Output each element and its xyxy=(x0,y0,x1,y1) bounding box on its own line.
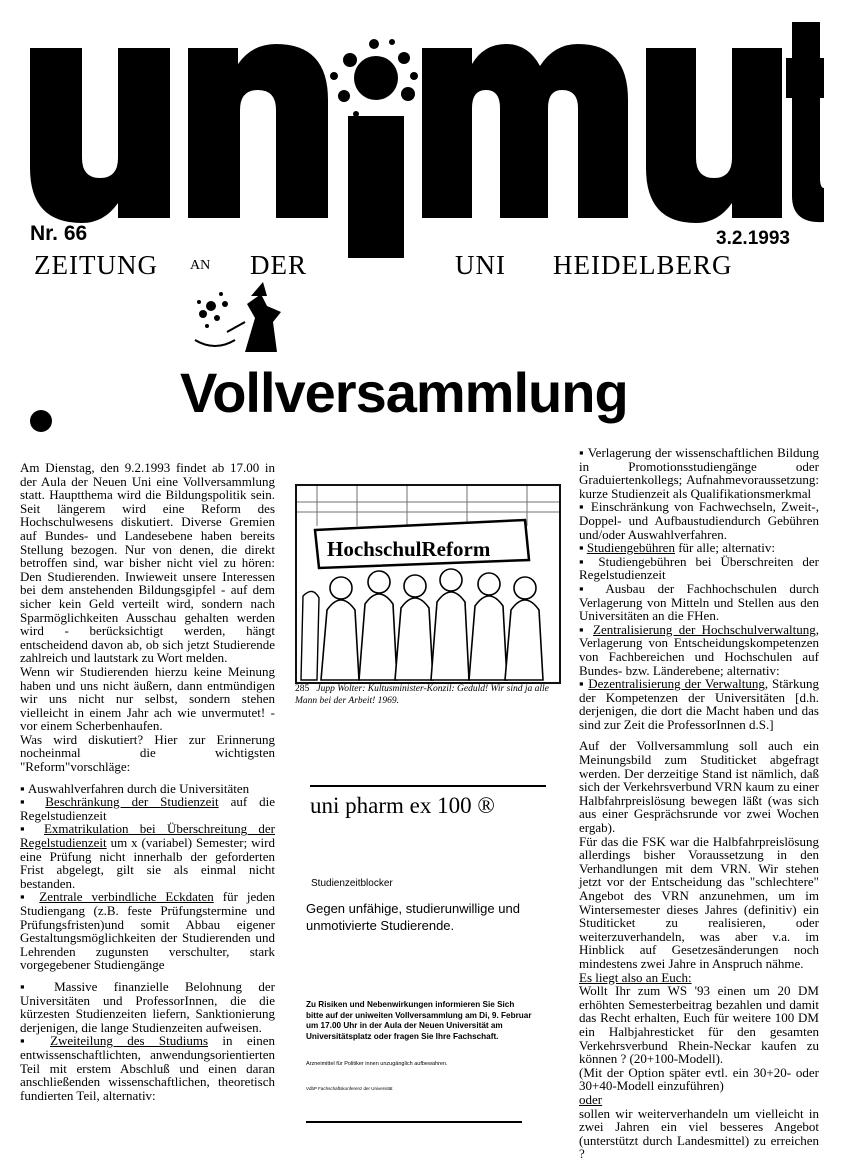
issue-date: 3.2.1993 xyxy=(716,228,790,249)
caption-number: 285 xyxy=(295,684,310,694)
list-item: ▪ Studiengebühren bei Überschreiten der Regelstudienzeit xyxy=(579,555,819,582)
ink-splat-icon xyxy=(330,39,418,117)
list-item: ▪ Ausbau der Fachhochschulen durch Verlagerung von Mitteln und Stellen aus den Universitäten an die FHen. xyxy=(579,582,819,623)
list-item-heading: Dezentralisierung der Verwaltung xyxy=(588,676,765,692)
list-item-text: in einen entwissenschaftlichten, anwendungsorientierten Teil mit erstem Abschluß und einen daran anschließenden wissenschaftlichen, theoretisch fundierten Teil, alternativ: xyxy=(20,1033,275,1103)
paragraph: Wenn wir Studierenden hierzu keine Meinung haben und uns nicht äußern, dann entmündigen wir uns nicht nur selbst, sondern stehen vielleicht in einem Jahr ach wie unvermutet! - vor einem Scherbenhaufen. xyxy=(20,663,275,734)
list-item xyxy=(20,795,275,822)
list-item: ▪ Auswahlverfahren durch die Universitäten xyxy=(20,782,275,796)
right-column xyxy=(579,446,819,1161)
list-item-text: , Verlagerung von Entscheidungskompetenzen von Fachbereichen und Hochschulen auf Bundes- bzw. Länderebene; alternativ: xyxy=(579,621,819,678)
ad-lead-text: Gegen unfähige, studierunwillige und unmotivierte Studierende. xyxy=(306,901,520,933)
list-item xyxy=(20,822,275,890)
or-separator: oder xyxy=(579,1091,603,1107)
subtitle-heidelberg: HEIDELBERG xyxy=(553,250,733,280)
list-item-heading: Beschränkung der Studienzeit xyxy=(45,794,219,810)
masthead-logo xyxy=(12,18,824,258)
headline: Vollversammlung xyxy=(180,361,628,424)
bullet-dot xyxy=(30,410,52,432)
left-column xyxy=(20,461,275,1102)
witch-cauldron-illustration xyxy=(185,282,295,354)
list-item xyxy=(20,890,275,972)
subtitle-an: AN xyxy=(190,258,211,273)
list-item-heading: Zentrale verbindliche Eckdaten xyxy=(39,889,214,905)
ad-warning-text: Arzneimittel für Politiker innen unzugänglich aufbewahren. xyxy=(306,1061,448,1067)
list-item-text: auf die Regelstudienzeit xyxy=(20,794,276,823)
cartoon-sign-text: HochschulReform xyxy=(327,537,491,561)
ad-fine-print: Zu Risiken und Nebenwirkungen informieren Sie Sich bitte auf der uniweiten Vollversammlung am Di, 9. Februar um 17.00 Uhr in der Aula der Neuen Universität am Universitätsplatz oder fragen Sie Ihre Fachschaft. xyxy=(306,1000,532,1041)
ad-title: uni pharm ex 100 ® xyxy=(310,793,495,818)
intro-paragraph: Am Dienstag, den 9.2.1993 findet ab 17.00 in der Aula der Neuen Uni eine Vollversammlung statt. Hauptthema wird die Bildungspolitik sein. Seit längerem wird eine Reform des Hochschulwesens diskutiert. Diverse Gremien auf Bundes- und Landesebene haben bereits Stellung bezogen. Nur von denen, die direkt betroffen sind, war bisher nicht viel zu hören: Den Studierenden. Inwieweit unsere Interessen bei dem anstehenden Bildungsgipfel - auf dem sicher kein Geld verteilt wird, sondern nach Sparmöglichkeiten Ausschau gehalten werden wird - berücksichtigt werden, hängt entscheidend davon ab, ob sich jetzt Studierende zahlreich und lautstark zu Wort melden. xyxy=(20,460,275,666)
list-item xyxy=(579,541,819,555)
list-item-text: , Stärkung der Kompetenzen der Universitäten [d.h. derjenigen, die dort die Macht haben und das sind zur Zeit die ProfessorInnen d.S.] xyxy=(579,676,819,732)
list-item-heading: Zentralisierung der Hochschulverwaltung xyxy=(593,621,816,637)
caption-text: Jupp Wolter: Kultusminister-Konzil: Geduld! Wir sind ja alle Mann bei der Arbeit! 1969. xyxy=(295,684,549,706)
paragraph: (Mit der Option später evtl. ein 30+20- oder 30+40-Modell einzuführen) xyxy=(579,1064,819,1094)
list-item-heading: Zweiteilung des Studiums xyxy=(50,1033,209,1049)
cartoon-caption xyxy=(295,683,561,707)
list-item xyxy=(579,623,819,677)
paragraph: Wollt Ihr zum WS '93 einen um 20 DM erhöhten Semesterbeitrag bezahlen und damit das Recht erhalten, Euch für weitere 100 DM ein Halbjahresticket für den gesamten Verkehrsverbund Rhein-Neckar kaufen zu können ? (20+100-Modell). xyxy=(579,983,819,1067)
ad-top-rule xyxy=(310,785,546,787)
list-item-heading: Exmatrikulation bei Überschreitung der Regelstudienzeit xyxy=(20,821,276,851)
list-item-text: für jeden Studiengang (z.B. feste Prüfungstermine und Prüfungsfristen)und somit Abbau eigener Gestaltungsmöglichkeiten der Studierenden und Lehrenden zugunsten verschulter, stark vorgegebener Studiengänge xyxy=(20,889,275,973)
subtitle-uni: UNI xyxy=(455,250,506,280)
list-item-text: für alle; alternativ: xyxy=(674,540,775,556)
list-item: ▪ Massive finanzielle Belohnung der Universitäten und ProfessorInnen, die die kürzesten Studienzeiten liefern, Sanktionierung derjenigen, die lange Studienzeiten aufweisen. xyxy=(20,980,275,1034)
subtitle-zeitung: ZEITUNG xyxy=(34,250,158,280)
paragraph: Was wird diskutiert? Hier zur Erinnerung nocheinmal die wichtigsten "Reform"vorschläge: xyxy=(20,731,275,775)
callout-heading: Es liegt also an Euch: xyxy=(579,969,692,985)
ad-publisher-text: VdbP Fachschaftskonferenz der Universität xyxy=(306,1086,393,1091)
list-item xyxy=(579,677,819,731)
paragraph: Auf der Vollversammlung soll auch ein Meinungsbild zum Studiticket abgefragt werden. Der derzeitige Stand ist nämlich, daß sich der Verkehrsverbund VRN kaum zu einer Halbfahrpreislösung bewegen läßt (was sich aus einer Gesprächsrunde vor zwei Wochen ergab). xyxy=(579,738,819,836)
list-item xyxy=(20,1034,275,1102)
ad-bottom-rule xyxy=(306,1121,522,1123)
list-item: ▪ Verlagerung der wissenschaftlichen Bildung in Promotionsstudiengänge oder Graduiertenkollegs; Aufnahmevoraussetzung: kurze Studienzeit als Qualifikationsmerkmal xyxy=(579,446,819,500)
issue-number: Nr. 66 xyxy=(30,222,88,245)
list-item: ▪ Einschränkung von Fachwechseln, Zweit-, Doppel- und Aufbaustudiendurch Gebühren und/oder Auswahlverfahren. xyxy=(579,500,819,541)
list-item-heading: Studiengebühren xyxy=(586,540,675,556)
ad-product-name: Studienzeitblocker xyxy=(311,878,393,889)
subtitle-der: DER xyxy=(250,250,307,280)
cartoon-illustration xyxy=(295,484,561,684)
paragraph: Für das die FSK war die Halbfahrpreislösung allerdings bisher Voraussetzung in den Verhandlungen mit dem VRN. Wir stehen jetzt vor der Entscheidung das "schlechtere" Angebot des VRN anzunehmen, um im Wintersemester dieses Jahres (definitiv) ein Studiticket zu realisieren, oder weiterzuverhandeln, was aber v.a. im Hinblick auf Gesetzesänderungen noch mindestens zwei Jahre in Anspruch nähme. xyxy=(579,833,819,971)
list-item-text: um x (variabel) Semester; wird eine Prüfung nicht innerhalb der geforderten Frist abgelegt, gilt sie als einmal nicht bestanden. xyxy=(20,835,275,891)
paragraph: sollen wir weiterverhandeln um vielleicht in zwei Jahren ein viel besseres Angebot (unterstützt durch Landesmittel) zu erreichen ? xyxy=(579,1105,819,1161)
